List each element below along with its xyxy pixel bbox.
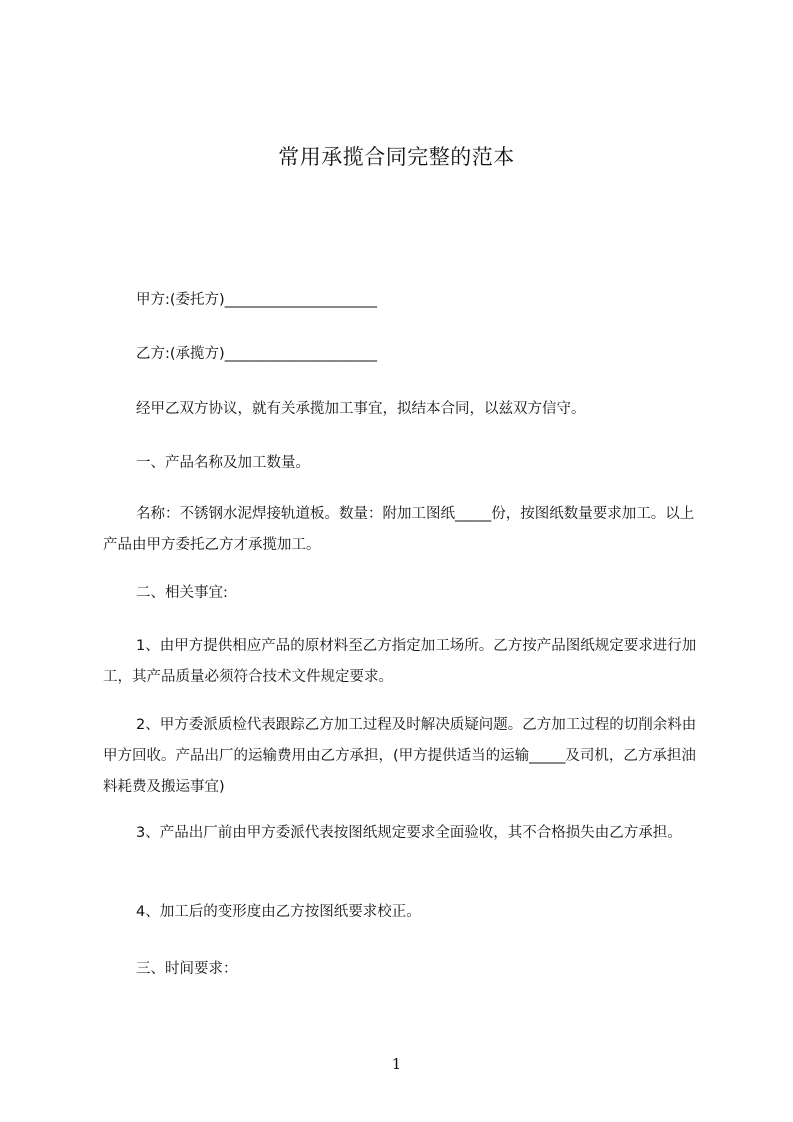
clause-2-2: 2、甲方委派质检代表跟踪乙方加工过程及时解决质疑问题。乙方加工过程的切削余料由甲方回收。产品出厂的运输费用由乙方承担，(甲方提供适当的运输_____及司机，乙方承担油料耗费及搬运事宜) [103, 717, 697, 795]
clause-2-4: 4、加工后的变形度由乙方按图纸要求校正。 [136, 904, 421, 920]
document-title: 常用承揽合同完整的范本 [278, 145, 515, 169]
page-number: 1 [391, 1055, 402, 1073]
party-b-line: 乙方:(承揽方)_____________________ [136, 346, 377, 362]
agreement-intro: 经甲乙双方协议，就有关承揽加工事宜，拟结本合同，以兹双方信守。 [136, 401, 586, 417]
clause-2-1: 1、由甲方提供相应产品的原材料至乙方指定加工场所。乙方按产品图纸规定要求进行加工，其产品质量必须符合技术文件规定要求。 [103, 638, 697, 685]
section-2-heading: 二、相关事宜: [136, 585, 228, 601]
product-name-quantity: 名称：不锈钢水泥焊接轨道板。数量：附加工图纸_____份，按图纸数量要求加工。以上产品由甲方委托乙方才承揽加工。 [103, 506, 695, 553]
clause-2-3: 3、产品出厂前由甲方委派代表按图纸规定要求全面验收，其不合格损失由乙方承担。 [136, 825, 682, 841]
section-3-heading: 三、时间要求： [136, 961, 238, 977]
party-a-line: 甲方:(委托方)_____________________ [136, 292, 377, 308]
section-1-heading: 一、产品名称及加工数量。 [136, 455, 310, 471]
